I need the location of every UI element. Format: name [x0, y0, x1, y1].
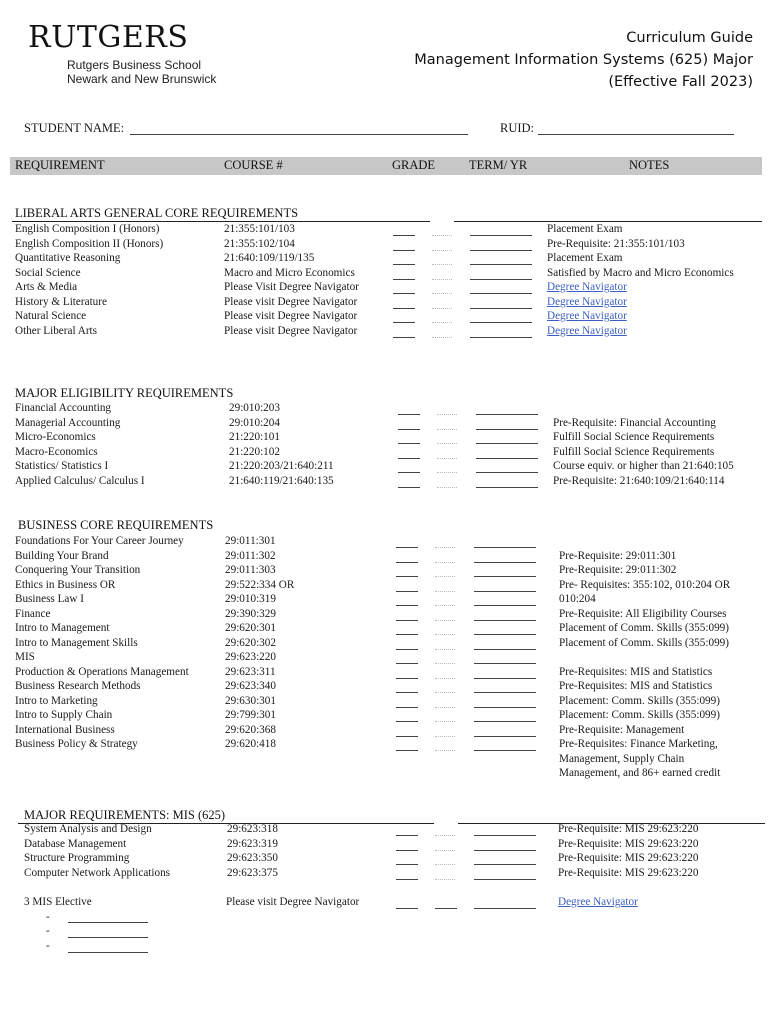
grade-field[interactable]: [396, 850, 418, 851]
requirement-name: Structure Programming: [24, 852, 130, 864]
grade-field[interactable]: [398, 414, 420, 415]
grade-alt-field[interactable]: [435, 562, 455, 563]
grade-field[interactable]: [396, 547, 418, 548]
term-field[interactable]: [470, 264, 532, 265]
rutgers-logo: RUTGERS: [28, 20, 189, 55]
requirement-note: Placement Exam: [547, 223, 623, 235]
elective-field-2[interactable]: [68, 937, 148, 938]
course-number: 21:220:102: [229, 445, 280, 458]
col-term: TERM/ YR: [469, 158, 528, 172]
course-number: 29:620:302: [225, 636, 276, 649]
requirement-note: Pre-Requisite: MIS 29:623:220: [558, 837, 699, 850]
requirement-note: Pre-Requisite: 21:355:101/103: [547, 237, 685, 250]
grade-alt-field[interactable]: [435, 649, 455, 650]
grade-field[interactable]: [393, 250, 415, 251]
term-field[interactable]: [474, 750, 536, 751]
col-course: COURSE #: [224, 158, 283, 172]
requirement-note: Pre-Requisite: 29:011:302: [559, 564, 677, 576]
course-number: 21:355:102/104: [224, 237, 295, 250]
requirement-name: Applied Calculus/ Calculus I: [15, 474, 145, 487]
grade-field[interactable]: [396, 649, 418, 650]
ruid-label: RUID:: [500, 121, 535, 135]
course-number: Please visit Degree Navigator: [224, 295, 358, 308]
term-field[interactable]: [476, 487, 538, 488]
requirement-note: Pre-Requisite: 29:011:301: [559, 549, 677, 562]
grade-field[interactable]: [396, 692, 418, 693]
term-field[interactable]: [474, 562, 536, 563]
term-field[interactable]: [476, 458, 538, 459]
grade-alt-field[interactable]: [435, 547, 455, 548]
grade-alt-field[interactable]: [435, 707, 455, 708]
requirement-name: Business Research Methods: [15, 680, 141, 692]
requirement-name: Building Your Brand: [15, 549, 109, 562]
grade-alt-field[interactable]: [432, 308, 452, 309]
grade-field[interactable]: [396, 605, 418, 606]
grade-alt-field[interactable]: [437, 487, 457, 488]
course-number: 21:220:203/21:640:211: [229, 460, 334, 472]
term-field[interactable]: [474, 591, 536, 592]
term-field[interactable]: [474, 678, 536, 679]
requirement-note: Pre-Requisite: MIS 29:623:220: [558, 852, 699, 864]
requirement-name: Financial Accounting: [15, 402, 112, 414]
school-campuses: Newark and New Brunswick: [67, 72, 217, 86]
grade-alt-field[interactable]: [437, 458, 457, 459]
course-number: 29:620:368: [225, 723, 276, 736]
grade-field[interactable]: [393, 337, 415, 338]
grade-field[interactable]: [396, 707, 418, 708]
term-field[interactable]: [474, 879, 536, 880]
term-field[interactable]: [474, 634, 536, 635]
grade-field[interactable]: [396, 750, 418, 751]
section-title: MAJOR REQUIREMENTS: MIS (625): [24, 808, 226, 822]
grade-field[interactable]: [396, 591, 418, 592]
term-field[interactable]: [474, 620, 536, 621]
course-number: 21:640:119/21:640:135: [229, 474, 334, 487]
grade-alt-field[interactable]: [435, 692, 455, 693]
requirement-note: Pre-Requisite: MIS 29:623:220: [558, 823, 699, 835]
term-field[interactable]: [474, 692, 536, 693]
degree-navigator-link[interactable]: Degree Navigator: [547, 295, 627, 308]
grade-field[interactable]: [396, 864, 418, 865]
term-field[interactable]: [476, 414, 538, 415]
grade-alt-field[interactable]: [435, 736, 455, 737]
requirement-note: Course equiv. or higher than 21:640:105: [553, 460, 734, 472]
grade-field[interactable]: [393, 235, 415, 236]
term-field[interactable]: [474, 649, 536, 650]
grade-alt-field[interactable]: [437, 429, 457, 430]
course-number: 29:010:319: [225, 593, 276, 605]
grade-field[interactable]: [396, 835, 418, 836]
course-number: 21:220:101: [229, 431, 280, 443]
course-number: 29:623:318: [227, 823, 278, 835]
requirement-note: Pre-Requisite: All Eligibility Courses: [559, 607, 727, 620]
grade-field[interactable]: [393, 293, 415, 294]
section-title: BUSINESS CORE REQUIREMENTS: [18, 518, 214, 532]
requirement-note: Placement: Comm. Skills (355:099): [559, 694, 720, 707]
requirement-name: Business Law I: [15, 593, 84, 605]
term-field[interactable]: [474, 547, 536, 548]
term-field[interactable]: [474, 850, 536, 851]
ruid-field[interactable]: [538, 134, 734, 135]
requirement-name: Finance: [15, 607, 51, 620]
course-number: 29:390:329: [225, 607, 276, 620]
grade-field[interactable]: [396, 562, 418, 563]
term-field[interactable]: [474, 663, 536, 664]
requirement-name: English Composition I (Honors): [15, 223, 160, 235]
requirement-name: Production & Operations Management: [15, 665, 189, 678]
requirement-name: Quantitative Reasoning: [15, 252, 121, 264]
elective-field-1[interactable]: [68, 922, 148, 923]
term-field[interactable]: [470, 293, 532, 294]
requirement-name: Foundations For Your Career Journey: [15, 535, 184, 547]
note-continuation-2: Management, and 86+ earned credit: [559, 767, 721, 779]
student-name-field[interactable]: [130, 134, 468, 135]
course-number: 29:010:203: [229, 402, 280, 414]
course-number: 29:620:301: [225, 622, 276, 634]
grade-field[interactable]: [398, 487, 420, 488]
section-title: MAJOR ELIGIBILITY REQUIREMENTS: [15, 386, 234, 400]
term-field[interactable]: [474, 736, 536, 737]
course-number: 29:620:418: [225, 738, 276, 750]
course-number: 29:010:204: [229, 416, 280, 429]
grade-alt-field[interactable]: [432, 293, 452, 294]
grade-field[interactable]: [396, 663, 418, 664]
col-notes: NOTES: [629, 158, 670, 172]
grade-alt-field[interactable]: [435, 634, 455, 635]
term-field[interactable]: [470, 337, 532, 338]
doc-major: Management Information Systems (625) Major: [414, 52, 753, 68]
grade-field[interactable]: [396, 736, 418, 737]
grade-field[interactable]: [396, 576, 418, 577]
course-number: 29:011:301: [225, 535, 276, 547]
grade-alt-field[interactable]: [437, 443, 457, 444]
grade-alt-field[interactable]: [432, 264, 452, 265]
grade-field[interactable]: [398, 429, 420, 430]
course-number: 29:623:319: [227, 837, 278, 850]
requirement-name: Conquering Your Transition: [15, 564, 141, 576]
grade-field[interactable]: [393, 322, 415, 323]
requirement-note: Placement: Comm. Skills (355:099): [559, 709, 720, 721]
requirement-name: Managerial Accounting: [15, 416, 121, 429]
grade-field[interactable]: [398, 458, 420, 459]
elective-term-field[interactable]: [474, 908, 536, 909]
grade-field[interactable]: [396, 721, 418, 722]
term-field[interactable]: [476, 443, 538, 444]
requirement-note: Pre- Requisites: 355:102, 010:204 OR: [559, 578, 731, 591]
requirement-name: Other Liberal Arts: [15, 324, 98, 337]
course-number: Please Visit Degree Navigator: [224, 281, 359, 293]
course-number: 29:623:340: [225, 680, 276, 692]
grade-alt-field[interactable]: [437, 414, 457, 415]
requirement-name: Database Management: [24, 837, 127, 850]
requirement-note: 010:204: [559, 593, 596, 605]
degree-navigator-link[interactable]: Degree Navigator: [547, 310, 627, 322]
grade-field[interactable]: [396, 620, 418, 621]
course-number: 29:623:350: [227, 852, 278, 864]
requirement-name: Macro-Economics: [15, 445, 98, 458]
requirement-note: Pre-Requisite: Financial Accounting: [553, 416, 716, 429]
requirement-name: Computer Network Applications: [24, 866, 171, 879]
grade-alt-field[interactable]: [435, 721, 455, 722]
requirement-note: Pre-Requisites: MIS and Statistics: [559, 665, 713, 678]
elective-degree-navigator-link[interactable]: Degree Navigator: [558, 896, 638, 908]
course-number: 29:623:375: [227, 866, 278, 879]
grade-alt-field[interactable]: [432, 250, 452, 251]
note-continuation-1: Management, Supply Chain: [559, 753, 685, 765]
elective-bullet: -: [46, 925, 50, 937]
course-number: 29:623:220: [225, 651, 276, 663]
requirement-name: Intro to Marketing: [15, 694, 98, 707]
section-rule: [12, 221, 430, 222]
requirement-name: Intro to Management Skills: [15, 636, 138, 649]
requirement-note: Pre-Requisite: MIS 29:623:220: [558, 866, 699, 879]
requirement-name: Arts & Media: [15, 281, 78, 293]
requirement-note: Pre-Requisite: Management: [559, 723, 685, 736]
grade-alt-field[interactable]: [435, 879, 455, 880]
col-grade: GRADE: [392, 158, 436, 172]
degree-navigator-link[interactable]: Degree Navigator: [547, 281, 627, 293]
grade-alt-field[interactable]: [435, 864, 455, 865]
grade-field[interactable]: [398, 443, 420, 444]
grade-field[interactable]: [393, 279, 415, 280]
grade-alt-field[interactable]: [432, 337, 452, 338]
student-name-label: STUDENT NAME:: [24, 121, 125, 135]
term-field[interactable]: [470, 308, 532, 309]
term-field[interactable]: [474, 864, 536, 865]
course-number: 29:011:302: [225, 549, 276, 562]
requirement-note: Fulfill Social Science Requirements: [553, 445, 715, 458]
term-field[interactable]: [470, 235, 532, 236]
elective-bullet: -: [46, 911, 50, 923]
requirement-note: Placement of Comm. Skills (355:099): [559, 636, 729, 649]
elective-bullet: -: [46, 940, 50, 952]
course-number: 21:640:109/119/135: [224, 252, 315, 264]
requirement-note: Pre-Requisite: 21:640:109/21:640:114: [553, 474, 725, 487]
grade-field[interactable]: [396, 634, 418, 635]
requirement-name: Natural Science: [15, 310, 87, 322]
term-field[interactable]: [476, 472, 538, 473]
requirement-note: Placement Exam: [547, 252, 623, 264]
course-number: 21:355:101/103: [224, 223, 295, 235]
course-number: 29:522:334 OR: [225, 578, 295, 591]
course-number: 29:630:301: [225, 694, 276, 707]
elective-field-3[interactable]: [68, 952, 148, 953]
course-number: 29:623:311: [225, 665, 276, 678]
term-field[interactable]: [474, 605, 536, 606]
term-field[interactable]: [474, 835, 536, 836]
grade-alt-field[interactable]: [432, 322, 452, 323]
requirement-name: Statistics/ Statistics I: [15, 460, 109, 472]
grade-alt-field[interactable]: [435, 663, 455, 664]
term-field[interactable]: [470, 250, 532, 251]
term-field[interactable]: [474, 576, 536, 577]
section-rule: [454, 221, 762, 222]
requirement-name: Intro to Supply Chain: [15, 709, 113, 721]
requirement-name: Ethics in Business OR: [15, 578, 116, 591]
grade-field[interactable]: [398, 472, 420, 473]
requirement-name: MIS: [15, 651, 35, 663]
col-requirement: REQUIREMENT: [15, 158, 105, 172]
grade-alt-field[interactable]: [435, 620, 455, 621]
term-field[interactable]: [470, 279, 532, 280]
course-number: Please visit Degree Navigator: [224, 310, 358, 322]
grade-alt-field[interactable]: [435, 591, 455, 592]
grade-alt-field[interactable]: [435, 576, 455, 577]
elective-grade-field[interactable]: [396, 908, 418, 909]
requirement-note: Fulfill Social Science Requirements: [553, 431, 715, 443]
elective-course: Please visit Degree Navigator: [226, 896, 360, 908]
elective-label: 3 MIS Elective: [24, 896, 92, 908]
requirement-name: Intro to Management: [15, 622, 110, 634]
term-field[interactable]: [474, 707, 536, 708]
requirement-note: Satisfied by Macro and Micro Economics: [547, 266, 734, 279]
requirement-note: Placement of Comm. Skills (355:099): [559, 622, 729, 634]
requirement-name: English Composition II (Honors): [15, 237, 164, 250]
doc-title: Curriculum Guide: [626, 30, 753, 46]
grade-alt-field[interactable]: [435, 835, 455, 836]
doc-effective: (Effective Fall 2023): [608, 74, 753, 90]
requirement-note: Pre-Requisites: MIS and Statistics: [559, 680, 713, 692]
term-field[interactable]: [474, 721, 536, 722]
term-field[interactable]: [470, 322, 532, 323]
grade-field[interactable]: [393, 264, 415, 265]
requirement-name: System Analysis and Design: [24, 823, 152, 835]
requirement-name: History & Literature: [15, 295, 107, 308]
course-number: Please visit Degree Navigator: [224, 324, 358, 337]
grade-alt-field[interactable]: [435, 605, 455, 606]
grade-field[interactable]: [396, 879, 418, 880]
course-number: 29:799:301: [225, 709, 276, 721]
course-number: Macro and Micro Economics: [224, 266, 355, 279]
course-number: 29:011:303: [225, 564, 276, 576]
requirement-name: Micro-Economics: [15, 431, 96, 443]
requirement-note: Pre-Requisites: Finance Marketing,: [559, 738, 718, 750]
grade-alt-field[interactable]: [435, 850, 455, 851]
grade-alt-field[interactable]: [432, 279, 452, 280]
requirement-name: International Business: [15, 723, 115, 736]
term-field[interactable]: [476, 429, 538, 430]
grade-alt-field[interactable]: [435, 678, 455, 679]
section-title: LIBERAL ARTS GENERAL CORE REQUIREMENTS: [15, 206, 299, 220]
requirement-name: Social Science: [15, 266, 81, 279]
grade-field[interactable]: [396, 678, 418, 679]
degree-navigator-link[interactable]: Degree Navigator: [547, 324, 627, 337]
school-name: Rutgers Business School: [67, 58, 202, 72]
elective-grade2-field[interactable]: [435, 908, 457, 909]
grade-alt-field[interactable]: [437, 472, 457, 473]
grade-alt-field[interactable]: [432, 235, 452, 236]
requirement-name: Business Policy & Strategy: [15, 738, 138, 750]
grade-alt-field[interactable]: [435, 750, 455, 751]
grade-field[interactable]: [393, 308, 415, 309]
